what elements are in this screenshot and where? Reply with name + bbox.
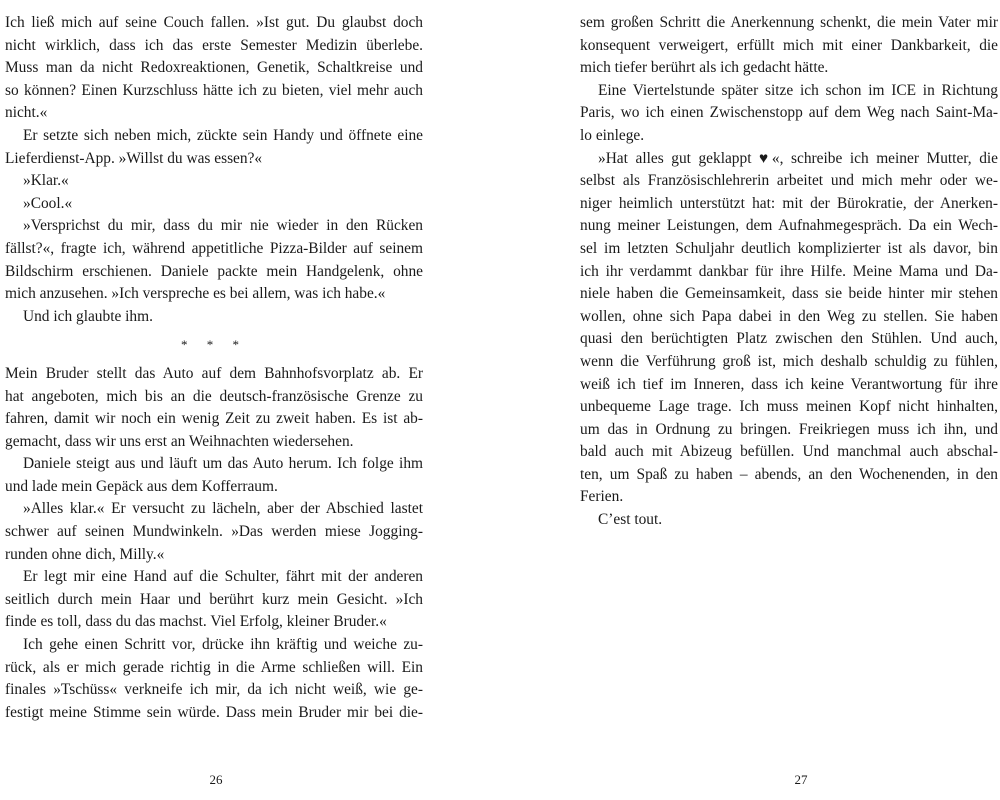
text-line: ten, um Spaß zu haben – abends, an den Wochenenden, in den	[580, 465, 998, 483]
left-page	[5, 12, 423, 724]
text-line: runden ohne dich, Milly.«	[5, 545, 165, 563]
text-line: festigt meine Stimme sein würde. Dass mein Bruder mir bei die-	[5, 703, 423, 721]
text-line: Er legt mir eine Hand auf die Schulter, fährt mit der anderen	[23, 568, 423, 586]
text-line: C’est tout.	[598, 511, 663, 529]
text-line: mich tiefer berührt als ich gedacht hätte.	[580, 59, 829, 77]
text-line: selbst als Französischlehrerin arbeitet und mich mehr oder we-	[580, 172, 998, 190]
text-line: weiß ich tief im Inneren, dass ich keine Verantwortung für ihre	[580, 375, 998, 393]
text-line: bald auch mit Abizeug befüllen. Und manchmal auch abschal-	[580, 443, 998, 461]
text-line: »Hat alles gut geklappt ♥«, schreibe ich meiner Mutter, die	[598, 149, 998, 167]
text-line: seitlich durch mein Haar und berührt kurz mein Gesicht. »Ich	[5, 590, 423, 608]
text-line: »Alles klar.« Er versucht zu lächeln, aber der Abschied lastet	[23, 500, 423, 518]
text-line: unbequeme Lage trage. Ich muss meinen Kopf nicht hinhalten,	[580, 398, 998, 416]
text-line: Bildschirm erschienen. Daniele packte mein Handgelenk, ohne	[5, 262, 423, 280]
text-line: hat angeboten, mich bis an die deutsch-französische Grenze zu	[5, 387, 423, 405]
text-line: Paris, wo ich einen Zwischenstopp auf dem Weg nach Saint-Ma-	[580, 104, 998, 122]
page-number-left: 26	[209, 772, 223, 787]
text-line: fahren, damit wir noch ein wenig Zeit zu zweit haben. Es ist ab-	[5, 410, 423, 428]
text-line: nicht wirklich, dass ich das erste Semester Medizin überlebe.	[5, 36, 423, 54]
text-line: Mein Bruder stellt das Auto auf dem Bahnhofsvorplatz ab. Er	[5, 364, 423, 382]
page-number-right: 27	[794, 772, 808, 787]
text-line: Lieferdienst-App. »Willst du was essen?«	[5, 149, 263, 167]
text-line: mich anzusehen. »Ich verspreche es bei allem, was ich habe.«	[5, 285, 386, 303]
text-line: Ich gehe einen Schritt vor, drücke ihn kräftig und weiche zu-	[23, 636, 423, 654]
text-line: quasi den berüchtigten Platz zwischen den Stühlen. Und auch,	[580, 330, 998, 348]
text-line: schwer auf seinen Mundwinkeln. »Das werden miese Jogging-	[5, 523, 423, 541]
right-page	[580, 12, 998, 532]
text-line: fällst?«, fragte ich, während appetitliche Pizza-Bilder auf seinem	[5, 239, 423, 257]
text-line: finales »Tschüss« verkneife ich mir, da ich nicht weiß, wie ge-	[5, 681, 423, 699]
text-line: Ferien.	[580, 488, 624, 506]
text-line: Muss man da nicht Redoxreaktionen, Genetik, Schaltkreise und	[5, 59, 423, 77]
text-line: so können? Einen Kurzschluss hätte ich zu bieten, viel mehr auch	[5, 81, 423, 99]
text-line: »Cool.«	[23, 194, 73, 212]
text-line: nicht.«	[5, 104, 48, 122]
text-line: rück, als er mich gerade richtig in die Arme schließen will. Ein	[5, 658, 423, 676]
text-line: Ich ließ mich auf seine Couch fallen. »Ist gut. Du glaubst doch	[5, 14, 423, 31]
text-line: gemacht, dass wir uns erst an Weihnachten wiedersehen.	[5, 432, 354, 450]
scene-break: * * *	[181, 337, 247, 353]
text-line: Eine Viertelstunde später sitze ich schon im ICE in Richtung	[598, 81, 998, 99]
text-line: wenn die Verführung groß ist, mich deshalb schuldig zu fühlen,	[580, 352, 998, 370]
text-line: Daniele steigt aus und läuft um das Auto herum. Ich folge ihm	[23, 455, 423, 473]
text-line: finde es toll, dass du das machst. Viel Erfolg, kleiner Bruder.«	[5, 613, 387, 631]
text-line: und lade mein Gepäck aus dem Kofferraum.	[5, 477, 278, 495]
text-line: um das in Ordnung zu bringen. Freikriegen muss ich ihn, und	[580, 420, 998, 438]
text-line: ich ihr verdammt dankbar für ihre Hilfe. Meine Mama und Da-	[580, 262, 998, 280]
text-line: lo einlege.	[580, 126, 645, 144]
text-line: sem großen Schritt die Anerkennung schenkt, die mein Vater mir	[580, 14, 998, 31]
text-line: niger heimlich unterstützt hat: mit der Bürokratie, der Anerken-	[580, 194, 998, 212]
text-line: »Klar.«	[23, 172, 69, 190]
text-line: sel im letzten Schuljahr deutlich komplizierter ist als davor, bin	[580, 239, 998, 257]
text-line: Er setzte sich neben mich, zückte sein Handy und öffnete eine	[23, 126, 423, 144]
text-line: niele haben die Gemeinsamkeit, dass sie beide hinter mir stehen	[580, 285, 998, 303]
text-line: »Versprichst du mir, dass du mir nie wieder in den Rücken	[23, 217, 423, 235]
text-line: Und ich glaubte ihm.	[23, 307, 153, 325]
text-line: wollen, ohne sich Papa dabei in den Weg zu stellen. Sie haben	[580, 307, 998, 325]
text-line: konsequent verweigert, erfüllt mich mit einer Dankbarkeit, die	[580, 36, 998, 54]
text-line: nung meiner Leistungen, dem Aufnahmegespräch. Da ein Wech-	[580, 217, 998, 235]
